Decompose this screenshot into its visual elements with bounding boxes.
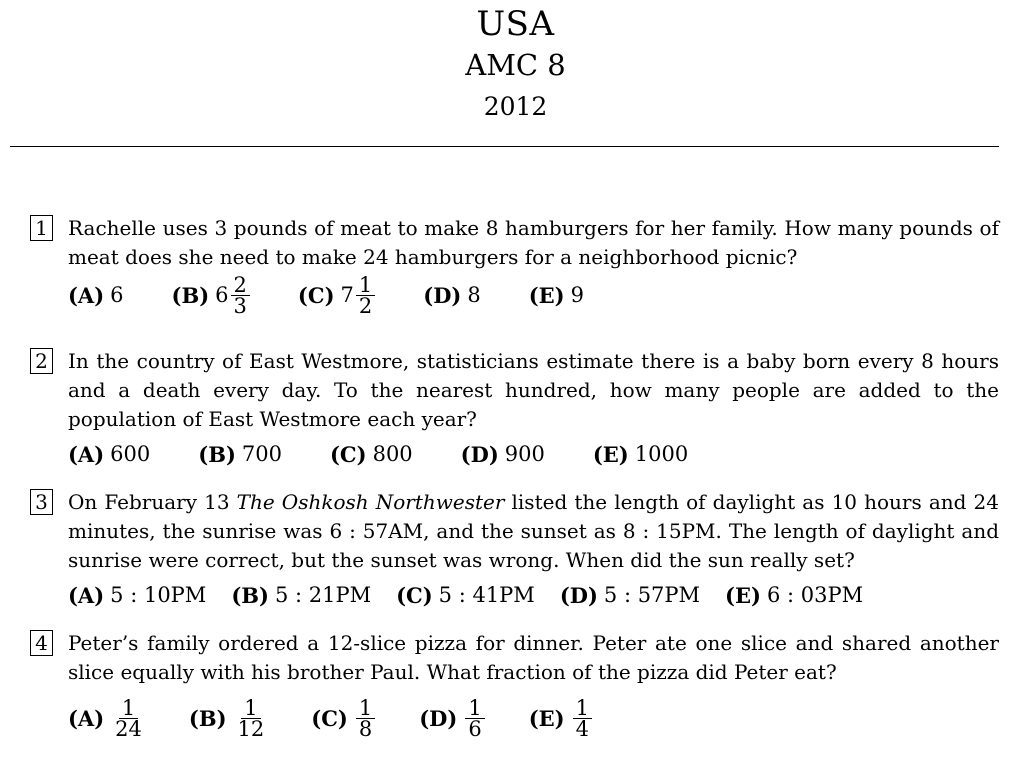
choice-value: 8 <box>467 283 481 307</box>
mixed-number-whole: 6 <box>215 283 229 307</box>
choice-a <box>68 695 147 741</box>
numerator: 1 <box>573 698 592 719</box>
denominator: 3 <box>233 293 247 318</box>
choice-label: (C) <box>396 582 433 608</box>
choice-label: (D) <box>460 441 499 467</box>
fraction <box>356 272 375 318</box>
denominator: 4 <box>575 716 589 741</box>
choice-label: (E) <box>725 582 761 608</box>
numerator: 1 <box>465 698 484 719</box>
denominator: 8 <box>358 716 373 741</box>
denominator: 24 <box>115 716 142 741</box>
choice-label: (E) <box>592 441 629 467</box>
newspaper-title: The Oshkosh Northwester <box>236 490 505 514</box>
choice-label: (A) <box>68 441 105 467</box>
choice-value: 700 <box>241 442 282 466</box>
problem-3 <box>30 488 999 615</box>
problem-number: 2 <box>30 348 53 374</box>
denominator: 2 <box>358 293 373 318</box>
choice-label: (E) <box>528 282 565 308</box>
contest-year: 2012 <box>483 92 548 121</box>
choice-a <box>68 583 206 608</box>
choice-label: (B) <box>231 582 269 608</box>
choice-label: (B) <box>198 441 236 467</box>
fraction <box>356 695 375 741</box>
choice-label: (B) <box>188 705 227 731</box>
answer-choices <box>68 272 999 318</box>
problem-text: Rachelle uses 3 pounds of meat to make 8 hamburgers for her family. How many pounds of meat does she need to make 24 hamburgers for a neighborhood picnic? <box>68 216 999 269</box>
choice-value: 600 <box>110 442 151 466</box>
fraction <box>573 695 592 741</box>
contest-name: AMC 8 <box>465 48 566 82</box>
choice-c <box>396 583 535 608</box>
fraction <box>235 695 268 741</box>
problem-text: Peter’s family ordered a 12-slice pizza for dinner. Peter ate one slice and shared another slice equally with his brother Paul. What fraction of the pizza did Peter eat? <box>68 631 999 684</box>
choice-value: 9 <box>570 283 584 307</box>
choice-value: 5 : 57PM <box>603 583 701 607</box>
problem-number: 3 <box>30 489 53 515</box>
choice-label: (A) <box>68 705 105 731</box>
problem-text: In the country of East Westmore, statisticians estimate there is a baby born every 8 hours and a death every day. To the nearest hundred, how many people are added to the population of East Westmore each year? <box>68 349 999 431</box>
choice-value: 5 : 21PM <box>274 583 372 607</box>
numerator: 2 <box>231 275 250 296</box>
choice-label: (A) <box>68 282 105 308</box>
choice-label: (C) <box>297 282 335 308</box>
answer-choices <box>68 575 999 615</box>
contest-country: USA <box>476 4 555 44</box>
problem-text <box>68 488 999 575</box>
choice-value: 900 <box>504 442 545 466</box>
numerator: 1 <box>356 698 375 719</box>
fraction <box>112 695 145 741</box>
choice-value: 6 : 03PM <box>766 583 864 607</box>
choice-a <box>68 442 150 467</box>
answer-choices <box>68 434 999 474</box>
choice-label: (D) <box>419 705 458 731</box>
answer-choices <box>68 687 999 749</box>
choice-c <box>330 442 413 467</box>
mixed-number-whole: 7 <box>340 283 354 307</box>
choice-d <box>461 442 545 467</box>
numerator: 1 <box>241 698 260 719</box>
problem-text-start: On February 13 <box>68 490 237 514</box>
choice-label: (B) <box>171 282 210 308</box>
choice-value: 1000 <box>634 442 689 466</box>
choice-value: 5 : 10PM <box>110 583 207 607</box>
choice-a <box>68 283 124 308</box>
fraction <box>231 272 250 318</box>
choice-value: 6 <box>110 283 124 307</box>
numerator: 1 <box>356 275 375 296</box>
problem-1 <box>30 214 999 318</box>
problem-text-rest: listed the length of daylight as 10 hours and 24 minutes, the sunrise was 6 : 57AM, and the sunset as 8 : 15PM. The length of daylight and sunrise were correct, but the sunset was wrong. When did the sun really set? <box>68 490 999 572</box>
choice-label: (D) <box>423 282 462 308</box>
problem-number: 1 <box>30 215 53 241</box>
choice-label: (D) <box>559 582 598 608</box>
choice-b <box>198 442 282 467</box>
fraction <box>465 695 484 741</box>
choice-label: (C) <box>311 705 348 731</box>
choice-d <box>423 283 480 308</box>
choice-label: (C) <box>329 441 367 467</box>
choice-c <box>297 272 377 318</box>
choice-b <box>231 583 371 608</box>
choice-e <box>528 695 594 741</box>
choice-d <box>560 583 700 608</box>
choice-d <box>419 695 486 741</box>
choice-c <box>311 695 377 741</box>
choice-value: 5 : 41PM <box>438 583 535 607</box>
choice-e <box>593 442 688 467</box>
problem-2 <box>30 347 999 474</box>
problem-number: 4 <box>30 630 53 656</box>
choice-e <box>725 583 863 608</box>
choice-e <box>529 283 584 308</box>
choice-label: (E) <box>528 705 565 731</box>
choice-b <box>171 272 252 318</box>
denominator: 6 <box>468 716 482 741</box>
numerator: 1 <box>119 698 138 719</box>
choice-value: 800 <box>372 442 413 466</box>
denominator: 12 <box>237 716 265 741</box>
choice-b <box>188 695 269 741</box>
problem-4 <box>30 629 999 749</box>
header-divider <box>10 146 999 147</box>
choice-label: (A) <box>68 582 105 608</box>
